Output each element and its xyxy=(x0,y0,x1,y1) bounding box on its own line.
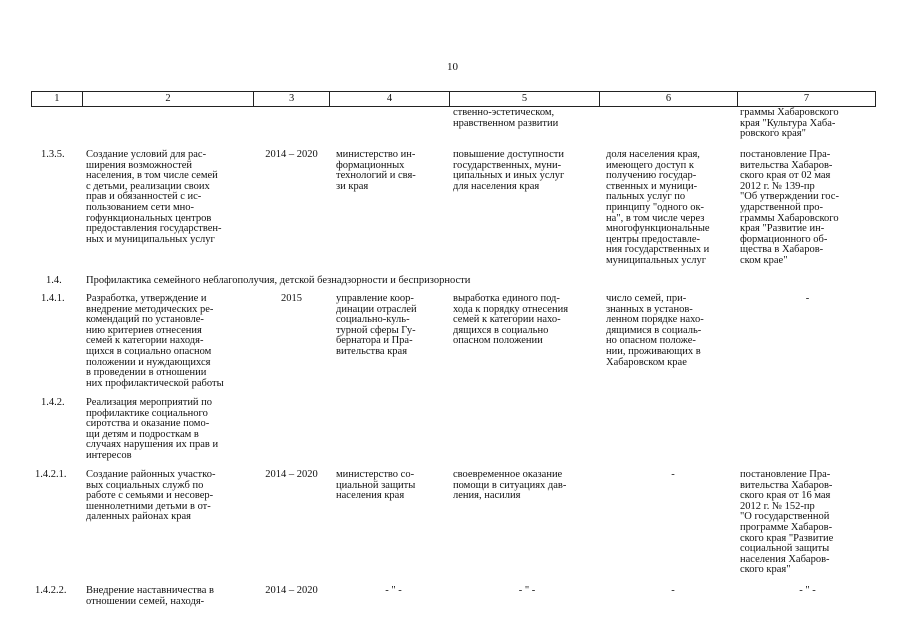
cell-result: повышение доступности государственных, муни- ципальных и иных услуг для населения края xyxy=(453,149,565,192)
header-col-2: 2 xyxy=(82,92,254,106)
cell-number: 1.3.5. xyxy=(41,149,65,160)
cell-activity: Внедрение наставничества в отношении семей, находя- xyxy=(86,585,214,607)
cell-number: 1.4.2.1. xyxy=(35,469,67,480)
table-header xyxy=(31,91,876,107)
header-col-7: 7 xyxy=(737,92,875,106)
cell-activity: Создание районных участко- вых социальных служб по работе с семьями и несовер- шеннолетними детьми в от- даленных районах края xyxy=(86,469,216,523)
cell-activity: Создание условий для рас- ширения возможностей населения, в том числе семей с детьми, реализации своих прав и обязанностей с ис- пользованием сети мно- гофункциональных центров предоставления государствен- ных и муниципальных услуг xyxy=(86,149,222,245)
cell-result: выработка единого под- хода к порядку отнесения семей к категории нахо- дящихся в социально опасном положении xyxy=(453,293,569,347)
cell-document: постановление Пра- вительства Хабаров- ского края от 02 мая 2012 г. № 139-пр "Об утверждении гос- ударственной про- граммы Хабаровского края "Развитие ин- формационного об- щества в Хабаров- ском крае" xyxy=(740,149,839,266)
cell-document: - xyxy=(805,293,810,304)
cell-period: 2015 xyxy=(281,293,302,304)
cell-number: 1.4.1. xyxy=(41,293,65,304)
cell-number: 1.4.2.2. xyxy=(35,585,67,596)
header-col-5: 5 xyxy=(449,92,599,106)
cell-result: ственно-эстетическом, нравственном развитии xyxy=(453,107,559,129)
cell-result: своевременное оказание помощи в ситуациях дав- ления, насилия xyxy=(453,469,567,502)
cell-period: 2014 – 2020 xyxy=(265,585,318,596)
section-number: 1.4. xyxy=(46,275,62,286)
section-title: Профилактика семейного неблагополучия, детской безнадзорности и беспризорности xyxy=(86,275,471,286)
cell-activity: Реализация мероприятий по профилактике социального сиротства и оказание помо- щи детям и подросткам в случаях нарушения их прав и интересов xyxy=(86,397,219,461)
cell-document: - " - xyxy=(799,585,816,596)
header-col-1: 1 xyxy=(54,93,60,104)
cell-executor: министерство ин- формационных технологий и свя- зи края xyxy=(336,149,416,192)
cell-indicator: - xyxy=(671,469,675,480)
cell-document: постановление Пра- вительства Хабаров- ского края от 16 мая 2012 г. № 152-пр "О государственной программе Хабаров- ского края "Развитие социальной защиты населения Хабаров- ского края" xyxy=(740,469,834,576)
header-col-3: 3 xyxy=(253,92,328,106)
cell-indicator: доля населения края, имеющего доступ к получению государ- ственных и муници- пальных услуг по принципу "одного ок- на", в том числе через многофункциональные центры предоставле- ния государственных и муниципальных услуг xyxy=(606,149,710,266)
cell-indicator: число семей, при- знанных в установ- ленном порядке нахо- дящимися в социаль- но опасном положе- нии, проживающих в Хабаровском крае xyxy=(606,293,704,368)
cell-document: граммы Хабаровского края "Культура Хаба- ровского края" xyxy=(740,107,839,140)
cell-activity: Разработка, утверждение и внедрение методических ре- комендаций по установле- нию критериев отнесения семей к категории находя- щихся в социально опасном положении и нуждающихся в проведении в отношении них профилактической работы xyxy=(86,293,224,389)
cell-indicator: - xyxy=(671,585,675,596)
cell-executor: министерство со- циальной защиты населения края xyxy=(336,469,416,502)
cell-executor: управление коор- динации отраслей социально-куль- турной сферы Гу- бернатора и Пра- вительства края xyxy=(336,293,417,357)
cell-number: 1.4.2. xyxy=(41,397,65,408)
header-col-6: 6 xyxy=(599,92,737,106)
cell-period: 2014 – 2020 xyxy=(265,149,318,160)
cell-period: 2014 – 2020 xyxy=(265,469,318,480)
cell-executor: - " - xyxy=(385,585,402,596)
cell-result: - " - xyxy=(518,585,536,596)
page-number: 10 xyxy=(447,61,458,73)
header-col-4: 4 xyxy=(329,92,449,106)
